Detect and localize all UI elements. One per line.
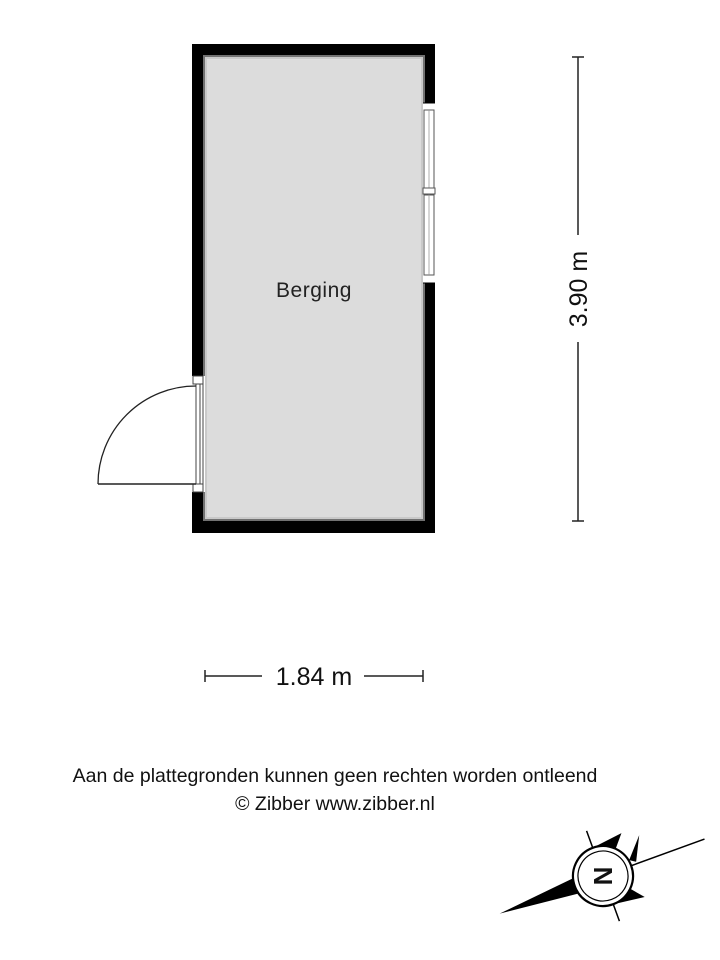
dimension-width-label: 1.84 m [275, 663, 353, 691]
door-swing-arc [98, 386, 196, 484]
disclaimer-line-1: Aan de plattegronden kunnen geen rechten worden ontleend [72, 765, 598, 787]
compass-north-label: N [588, 866, 618, 886]
door [98, 376, 205, 492]
room-label: Berging [276, 279, 352, 302]
window-right [423, 103, 435, 283]
compass-icon [483, 794, 720, 959]
dimension-height [565, 57, 593, 521]
dimension-width [205, 663, 423, 691]
disclaimer-line-2: © Zibber www.zibber.nl [235, 793, 435, 815]
dimension-height-label: 3.90 m [565, 250, 593, 328]
